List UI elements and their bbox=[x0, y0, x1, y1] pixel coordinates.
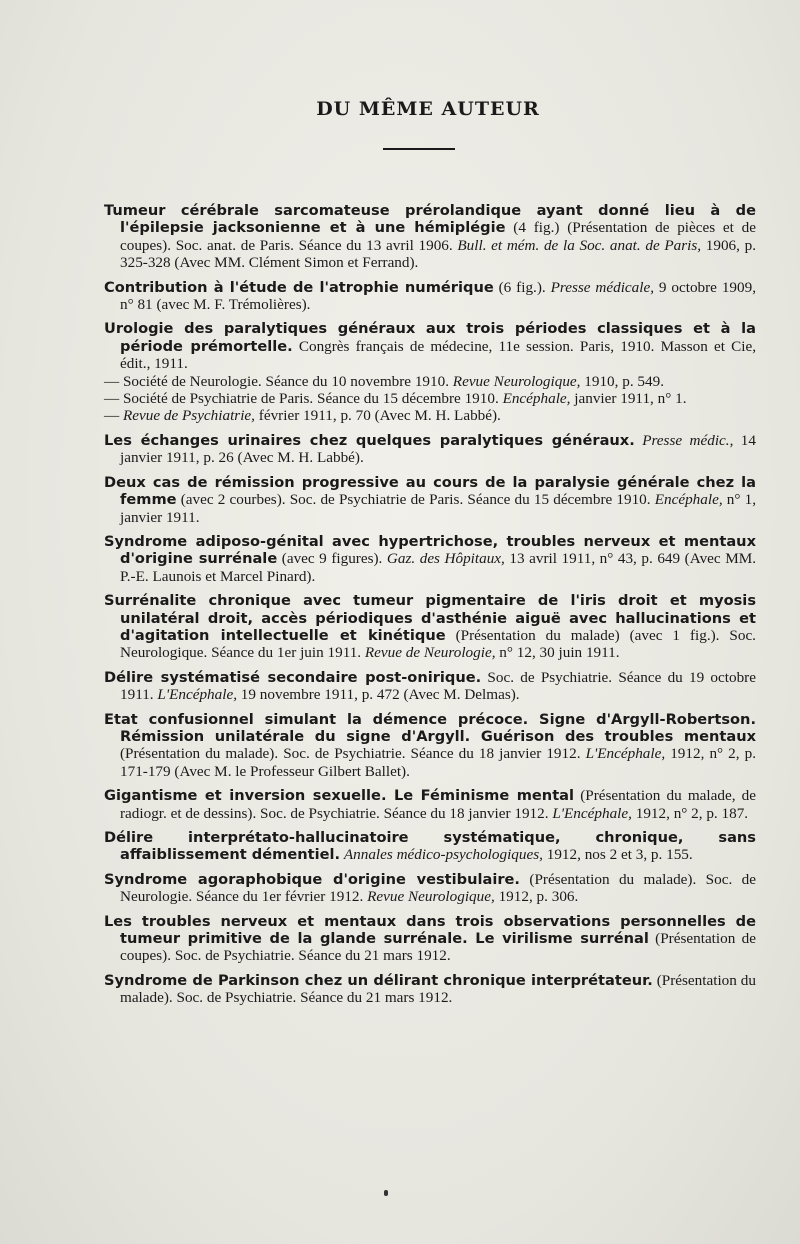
entry-journal: Gaz. des Hôpitaux, bbox=[386, 550, 505, 568]
page-mark bbox=[384, 1190, 388, 1196]
publication-entry bbox=[104, 533, 756, 585]
entry-text: (Présentation du malade). Soc. de Neurologie. Séance du 1er février 1912. bbox=[120, 870, 756, 906]
publication-entry bbox=[104, 669, 756, 704]
sub-text: 1910, p. 549. bbox=[580, 372, 664, 390]
entry-text: 1912, p. 306. bbox=[494, 888, 579, 906]
publication-list bbox=[104, 202, 756, 1014]
publication-entry bbox=[104, 711, 756, 781]
publication-entry bbox=[104, 279, 756, 314]
entry-journal: L'Encéphale, bbox=[157, 686, 237, 704]
sub-text: février 1911, p. 70 (Avec M. H. Labbé). bbox=[254, 407, 501, 425]
entry-journal: Revue Neurologique, bbox=[452, 372, 581, 390]
publication-entry bbox=[104, 202, 756, 272]
heading-rule bbox=[383, 148, 455, 150]
entry-journal: L'Encéphale, bbox=[585, 745, 666, 763]
publication-entry bbox=[104, 829, 756, 864]
sub-text: janvier 1911, n° 1. bbox=[570, 390, 687, 408]
entry-text: (Présentation du malade). Soc. de Psychiatrie. Séance du 21 mars 1912. bbox=[120, 971, 756, 1007]
entry-text: 9 octobre 1909, n° 81 (avec M. F. Trémolières). bbox=[120, 278, 756, 314]
entry-text: 1912, nos 2 et 3, p. 155. bbox=[542, 846, 693, 864]
entry-text: (Présentation de coupes). Soc. de Psychiatrie. Séance du 21 mars 1912. bbox=[120, 930, 756, 965]
entry-title: Urologie des paralytiques généraux aux trois périodes classiques et à la période prémortelle. bbox=[104, 320, 756, 355]
entry-text: (Présentation du malade, de radiogr. et de dessins). Soc. de Psychiatrie. Séance du 18 janvier 1912. bbox=[120, 787, 756, 822]
entry-text: 1912, n° 2, p. 171-179 (Avec M. le Professeur Gilbert Ballet). bbox=[120, 745, 757, 780]
entry-title: Gigantisme et inversion sexuelle. Le Féminisme mental bbox=[104, 787, 575, 805]
entry-text: 1906, p. 325-328 (Avec MM. Clément Simon et Ferrand). bbox=[120, 236, 756, 272]
entry-journal: Encéphale, bbox=[502, 390, 571, 408]
publication-entry bbox=[104, 972, 756, 1007]
entry-journal: Encéphale, bbox=[654, 491, 723, 509]
publication-entry bbox=[104, 432, 756, 467]
entry-journal: Revue Neurologique, bbox=[367, 888, 495, 906]
entry-title: Délire interprétato-hallucinatoire systématique, chronique, sans affaiblissement démentiel. bbox=[104, 829, 756, 864]
entry-text: (avec 2 courbes). Soc. de Psychiatrie de Paris. Séance du 15 décembre 1910. bbox=[176, 491, 655, 509]
entry-text: Soc. de Psychiatrie. Séance du 19 octobre 1911. bbox=[120, 668, 756, 704]
entry-title: Contribution à l'étude de l'atrophie numérique bbox=[104, 278, 494, 296]
entry-title: Les échanges urinaires chez quelques paralytiques généraux. bbox=[104, 431, 635, 449]
publication-entry bbox=[104, 787, 756, 822]
entry-title: Tumeur cérébrale sarcomateuse prérolandique ayant donné lieu à de l'épilepsie jacksonienne et à une hémiplégie bbox=[104, 202, 756, 237]
entry-text: 1912, n° 2, p. 187. bbox=[631, 804, 749, 822]
publication-entry bbox=[104, 320, 756, 424]
sub-text: — Société de Psychiatrie de Paris. Séance du 15 décembre 1910. bbox=[104, 390, 503, 408]
entry-journal: Revue de Neurologie, bbox=[364, 644, 496, 662]
entry-title: Deux cas de rémission progressive au cours de la paralysie générale chez la femme bbox=[104, 473, 756, 509]
publication-entry bbox=[104, 592, 756, 662]
entry-text: (Présentation du malade) (avec 1 fig.). Soc. Neurologique. Séance du 1er juin 1911. bbox=[120, 626, 756, 662]
entry-text: 19 novembre 1911, p. 472 (Avec M. Delmas). bbox=[237, 686, 520, 704]
publication-entry bbox=[104, 913, 756, 965]
entry-title: Les troubles nerveux et mentaux dans trois observations personnelles de tumeur primitive de la glande surrénale. Le virilisme surrénal bbox=[104, 912, 756, 948]
entry-title: Etat confusionnel simulant la démence précoce. Signe d'Argyll-Robertson. Rémission unilatérale du signe d'Argyll. Guérison des troubles mentaux bbox=[104, 710, 756, 745]
entry-title: Délire systématisé secondaire post-onirique. bbox=[104, 668, 482, 686]
publication-entry bbox=[104, 474, 756, 526]
entry-journal: Revue de Psychiatrie, bbox=[122, 407, 255, 425]
entry-text: 13 avril 1911, n° 43, p. 649 (Avec MM. P.-E. Launois et Marcel Pinard). bbox=[120, 550, 756, 585]
page-heading: DU MÊME AUTEUR bbox=[316, 98, 540, 120]
entry-title: Surrénalite chronique avec tumeur pigmentaire de l'iris droit et myosis unilatéral droit, accès périodiques d'asthénie aiguë avec hallucinations et d'agitation intellectuelle et kinétique bbox=[104, 592, 756, 644]
entry-text: n° 12, 30 juin 1911. bbox=[495, 644, 620, 662]
publication-entry bbox=[104, 871, 756, 906]
entry-text: (Présentation du malade). Soc. de Psychiatrie. Séance du 18 janvier 1912. bbox=[120, 745, 586, 763]
entry-text: n° 1, janvier 1911. bbox=[120, 491, 757, 526]
entry-journal: Presse médicale, bbox=[550, 278, 655, 296]
entry-journal: L'Encéphale, bbox=[552, 804, 632, 822]
entry-journal: Bull. et mém. de la Soc. anat. de Paris, bbox=[457, 236, 702, 254]
entry-journal: Annales médico-psychologiques, bbox=[343, 846, 543, 864]
entry-title: Syndrome adiposo-génital avec hypertrichose, troubles nerveux et mentaux d'origine surrénale bbox=[104, 532, 756, 568]
entry-text: (6 fig.). bbox=[493, 278, 551, 296]
entry-text: 14 janvier 1911, p. 26 (Avec M. H. Labbé). bbox=[120, 431, 756, 467]
entry-title: Syndrome agoraphobique d'origine vestibulaire. bbox=[104, 870, 520, 888]
entry-text: (avec 9 figures). bbox=[277, 550, 387, 568]
entry-sub-reference bbox=[104, 372, 756, 390]
entry-sub-reference bbox=[104, 407, 756, 425]
entry-journal: Presse médic., bbox=[642, 431, 734, 449]
sub-text: — bbox=[104, 407, 123, 425]
entry-text: Congrès français de médecine, 11e session. Paris, 1910. Masson et Cie, édit., 1911. bbox=[120, 337, 757, 373]
entry-text: (4 fig.) (Présentation de pièces et de coupes). Soc. anat. de Paris. Séance du 13 avril 1906. bbox=[120, 219, 756, 254]
entry-title: Syndrome de Parkinson chez un délirant chronique interprétateur. bbox=[104, 971, 653, 989]
entry-sub-reference bbox=[104, 390, 756, 408]
sub-text: — Société de Neurologie. Séance du 10 novembre 1910. bbox=[104, 372, 453, 390]
